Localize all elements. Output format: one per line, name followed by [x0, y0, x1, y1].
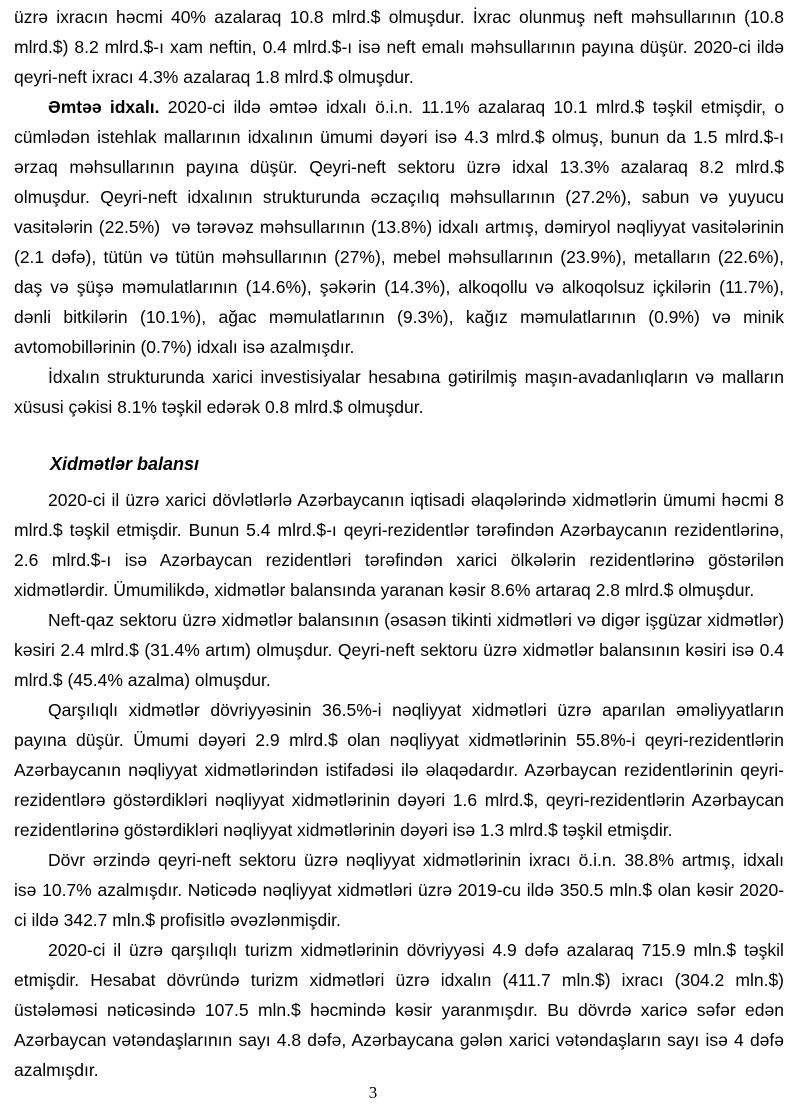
section-heading: Xidmətlər balansı: [50, 454, 200, 474]
text-line: üstələməsi nəticəsində 107.5 mln.$ həcmində kəsir yaranmışdır. Bu dövrdə xaricə səfər edən: [14, 1000, 784, 1020]
text-line: üzrə ixracın həcmi 40% azalaraq 10.8 mlrd.$ olmuşdur. İxrac olunmuş neft məhsullarının (10.8: [14, 7, 784, 27]
text-line: rezidentlərə göstərdikləri nəqliyyat xidmətlərinin dəyəri 1.6 mlrd.$, qeyri-rezidentlərin Azərbaycan: [14, 790, 784, 810]
text-line: vasitələrin (22.5%) və tərəvəz məhsullarının (13.8%) idxalı artmış, dəmiryol nəqliyyat vasitələrinin: [14, 217, 784, 237]
text-line: ərzaq məhsullarının payına düşür. Qeyri-neft sektoru üzrə idxal 13.3% azalaraq 8.2 mlrd.$: [14, 157, 784, 177]
text-line: 2.6 mlrd.$-ı isə Azərbaycan rezidentləri tərəfindən xarici ölkələrin rezidentlərinə göstərilən: [14, 550, 784, 570]
paragraph-lead-bold: Əmtəə idxalı.: [48, 97, 160, 117]
text-line: ci ildə 342.7 mln.$ profisitlə əvəzlənmişdir.: [14, 910, 341, 930]
text-line: mlrd.$) 8.2 mlrd.$-ı xam neftin, 0.4 mlrd.$-ı isə neft emalı məhsullarının payına düşür. 2020-ci ildə: [14, 37, 784, 57]
paragraph: [14, 92, 784, 362]
paragraph: [14, 695, 784, 845]
text-line: avtomobillərinin (0.7%) idxalı isə azalmışdır.: [14, 337, 355, 357]
paragraph: [14, 605, 784, 695]
text-line: İdxalın strukturunda xarici investisiyalar hesabına gətirilmiş maşın-avadanlıqların və malların: [48, 367, 784, 387]
paragraph: [14, 362, 784, 422]
text-line: daş və şüşə məmulatlarının (14.6%), şəkərin (14.3%), alkoqollu və alkoqolsuz içkilərin (11.7%),: [14, 277, 784, 297]
page-number: 3: [368, 1083, 378, 1102]
text-line: Əmtəə idxalı. 2020-ci ildə əmtəə idxalı ö.i.n. 11.1% azalaraq 10.1 mlrd.$ təşkil etmişdir, o: [48, 97, 784, 117]
text-line: cümlədən istehlak mallarının idxalının ümumi dəyəri isə 4.3 mlrd.$ olmuş, bunun da 1.5 mlrd.$-ı: [14, 127, 784, 147]
text-line: kəsiri 2.4 mlrd.$ (31.4% artım) olmuşdur. Qeyri-neft sektoru üzrə xidmətlər balansının kəsiri isə 0.4: [14, 640, 784, 660]
text-line: etmişdir. Hesabat dövründə turizm xidmətləri üzrə idxalın (411.7 mln.$) ixracı (304.2 mln.$): [14, 970, 784, 990]
text-line: Neft-qaz sektoru üzrə xidmətlər balansının (əsasən tikinti xidmətləri və digər işgüzar xidmətlər): [48, 610, 784, 630]
text-line: Dövr ərzində qeyri-neft sektoru üzrə nəqliyyat xidmətlərinin ixracı ö.i.n. 38.8% artmış, idxalı: [48, 850, 784, 870]
text-line: mlrd.$ (45.4% azalma) olmuşdur.: [14, 670, 271, 690]
text-line: 2020-ci il üzrə qarşılıqlı turizm xidmətlərinin dövriyyəsi 4.9 dəfə azalaraq 715.9 mln.$ təşkil: [48, 940, 784, 960]
text-line: dənli bitkilərin (10.1%), ağac məmulatlarının (9.3%), kağız məmulatlarının (0.9%) və minik: [14, 307, 784, 327]
paragraph: [14, 485, 784, 605]
document-body: [14, 2, 784, 1085]
text-line: mlrd.$ təşkil etmişdir. Bunun 5.4 mlrd.$-ı qeyri-rezidentlər tərəfindən Azərbaycanın rezidentlərinə,: [14, 520, 784, 540]
text-line: azalmışdır.: [14, 1060, 99, 1080]
text-line: Qarşılıqlı xidmətlər dövriyyəsinin 36.5%-i nəqliyyat xidmətləri üzrə aparılan əməliyyatların: [48, 700, 784, 720]
text-line: 2020-ci il üzrə xarici dövlətlərlə Azərbaycanın iqtisadi əlaqələrində xidmətlərin ümumi həcmi 8: [48, 490, 784, 510]
text-line: Azərbaycan vətəndaşlarının sayı 4.8 dəfə, Azərbaycana gələn xarici vətəndaşların sayı isə 4 dəfə: [14, 1030, 784, 1050]
text-line: rezidentlərinə göstərdikləri nəqliyyat xidmətlərinin dəyəri isə 1.3 mlrd.$ təşkil etmişdir.: [14, 820, 673, 840]
text-line: isə 10.7% azalmışdır. Nəticədə nəqliyyat xidmətləri üzrə 2019-cu ildə 350.5 mln.$ olan kəsir 2020-: [14, 880, 784, 900]
text-line: qeyri-neft ixracı 4.3% azalaraq 1.8 mlrd.$ olmuşdur.: [14, 67, 414, 87]
paragraph: [14, 935, 784, 1085]
paragraph: [14, 845, 784, 935]
text-line: xidmətlərdir. Ümumilikdə, xidmətlər balansında yaranan kəsir 8.6% artaraq 2.8 mlrd.$ olmuşdur.: [14, 580, 755, 600]
text-line: xüsusi çəkisi 8.1% təşkil edərək 0.8 mlrd.$ olmuşdur.: [14, 397, 424, 417]
text-line: payına düşür. Ümumi dəyəri 2.9 mlrd.$ olan nəqliyyat xidmətlərinin 55.8%-i qeyri-rezidentlərin: [14, 730, 784, 750]
text-line: olmuşdur. Qeyri-neft idxalının strukturunda əczaçılıq məhsullarının (27.2%), sabun və yuyucu: [14, 187, 784, 207]
text-line: (2.1 dəfə), tütün və tütün məhsullarının (27%), mebel məhsullarının (23.9%), metalların (22.6%),: [14, 247, 784, 267]
paragraph: [14, 2, 784, 92]
text-line: Azərbaycanın nəqliyyat xidmətlərindən istifadəsi ilə əlaqədardır. Azərbaycan rezidentlərinin qeyri-: [14, 760, 784, 780]
